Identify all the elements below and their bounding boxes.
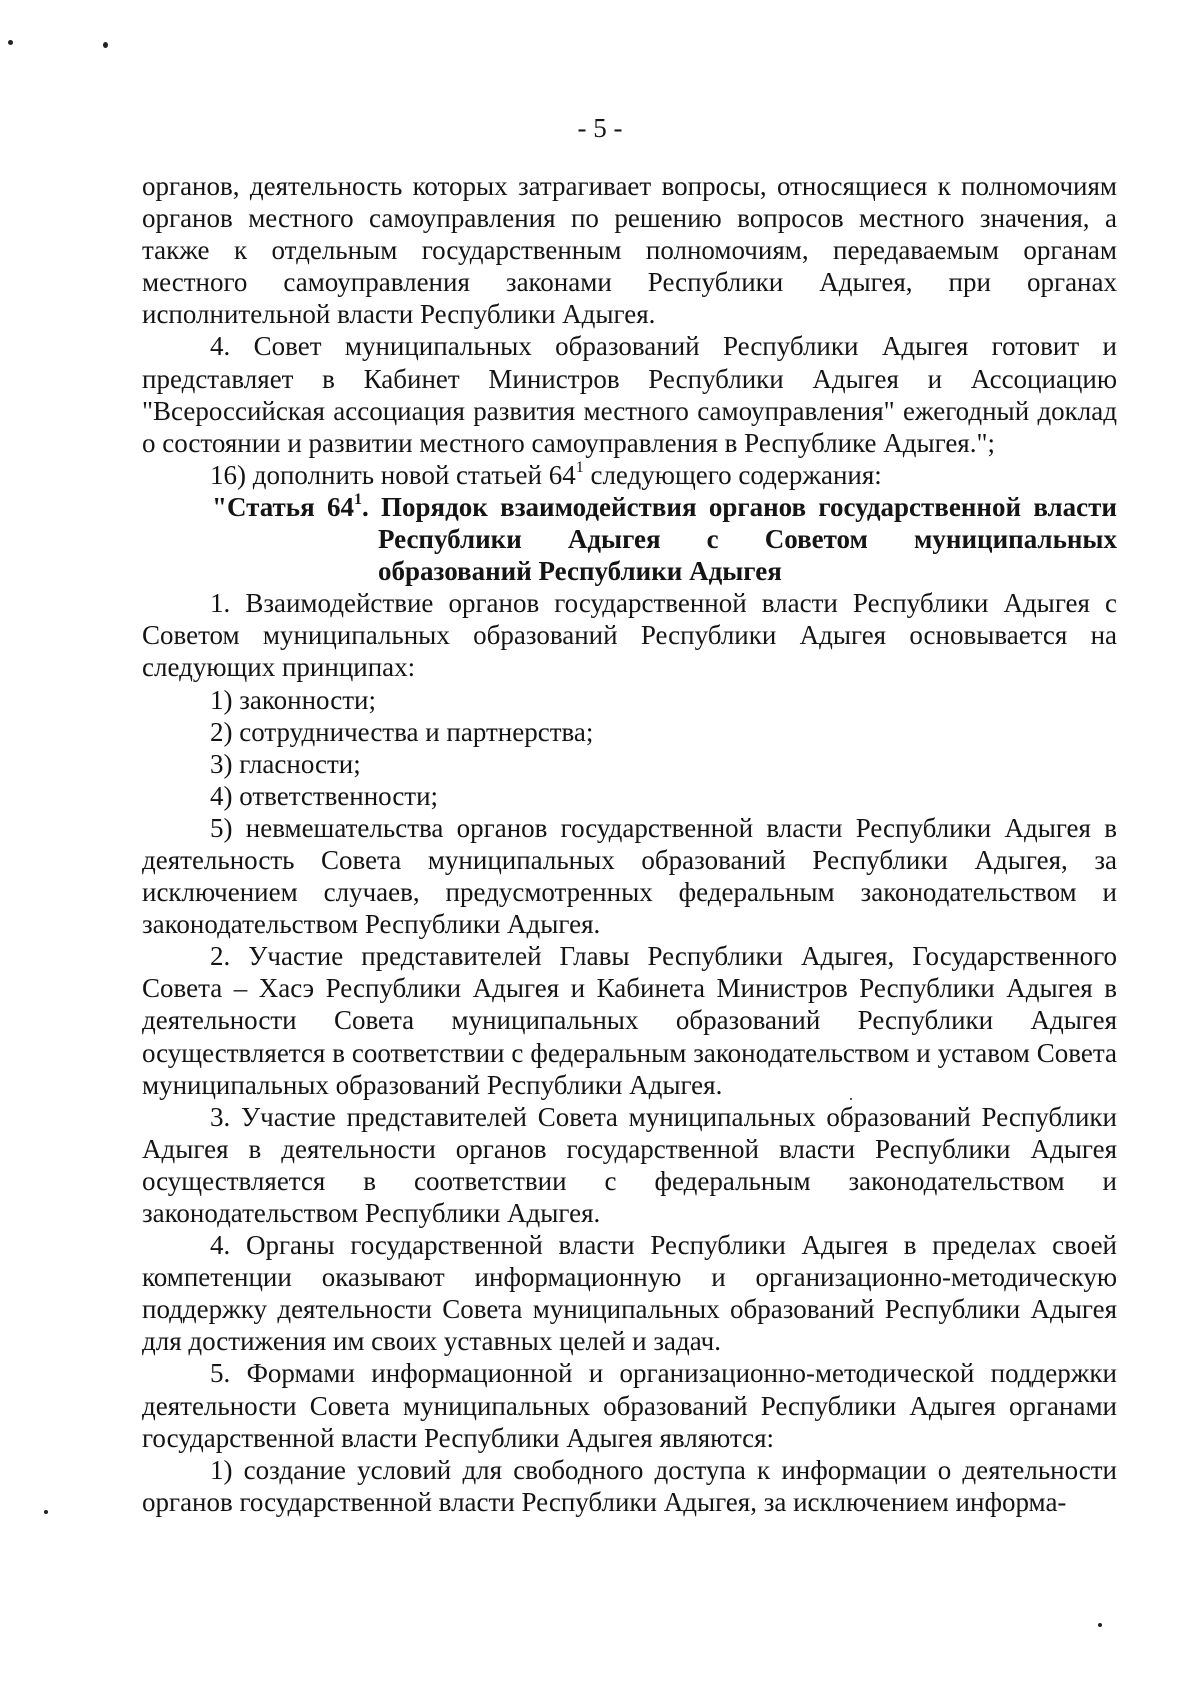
- paragraph-item-2: 2. Участие представителей Главы Республики Адыгея, Государственного Совета – Хасэ Республики Адыгея и Кабинета Министров Республики Адыгея в деятельности Совета муниципальных образований Республики Адыгея осуществляется в соответствии с федеральным законодательством и уставом Совета муниципальных образований Республики Адыгея.: [142, 941, 1117, 1100]
- page-number: - 5 -: [577, 113, 623, 143]
- list-item: 1) законности;: [210, 684, 376, 715]
- scan-speck: [8, 40, 13, 45]
- scan-speck: [103, 42, 108, 48]
- article-heading-start: "Статья 64: [212, 491, 354, 522]
- article-heading: [142, 491, 1117, 587]
- article-heading-title: . Порядок взаимодействия органов государственной власти Республики Адыгея с Советом муниципальных образований Республики Адыгея: [361, 491, 1117, 587]
- superscript: 1: [575, 458, 584, 476]
- list-item: 4) ответственности;: [210, 780, 439, 811]
- superscript: 1: [353, 490, 362, 508]
- paragraph-item-1-principles: 1. Взаимодействие органов государственной власти Республики Адыгея с Советом муниципальных образований Республики Адыгея основывается на следующих принципах:: [142, 588, 1117, 683]
- amendment-text-end: следующего содержания:: [583, 459, 882, 490]
- scan-speck: [44, 1510, 48, 1514]
- list-item: 3) гласности;: [210, 748, 361, 779]
- paragraph-item-4: 4. Органы государственной власти Республики Адыгея в пределах своей компетенции оказывают информационную и организационно-методическую поддержку деятельности Совета муниципальных образований Республики Адыгея для достижения им своих уставных целей и задач.: [142, 1230, 1117, 1357]
- document-body: [142, 170, 1117, 1518]
- paragraph-amendment-16: [142, 459, 1117, 491]
- list-item: 5) невмешательства органов государственной власти Республики Адыгея в деятельность Совета муниципальных образований Республики Адыгея, за исключением случаев, предусмотренных федеральным законодательством и законодательством Республики Адыгея.: [142, 812, 1117, 940]
- paragraph-item-3: 3. Участие представителей Совета муниципальных образований Республики Адыгея в деятельности органов государственной власти Республики Адыгея осуществляется в соответствии с федеральным законодательством и законодательством Республики Адыгея.: [142, 1101, 1117, 1228]
- amendment-text-start: 16) дополнить новой статьей 64: [210, 459, 576, 490]
- paragraph-item-5: 5. Формами информационной и организационно-методической поддержки деятельности Совета муниципальных образований Республики Адыгея органами государственной власти Республики Адыгея являются:: [142, 1358, 1117, 1453]
- paragraph-continuation: органов, деятельность которых затрагивает вопросы, относящиеся к полномочиям органов местного самоуправления по решению вопросов местного значения, а также к отдельным государственным полномочиям, передаваемым органам местного самоуправления законами Республики Адыгея, при органах исполнительной власти Республики Адыгея.: [142, 171, 1117, 330]
- paragraph-subitem-1: 1) создание условий для свободного доступа к информации о деятельности органов государственной власти Республики Адыгея, за исключением информа-: [142, 1454, 1117, 1517]
- paragraph-item-4-report: 4. Совет муниципальных образований Республики Адыгея готовит и представляет в Кабинет Министров Республики Адыгея и Ассоциацию "Всероссийская ассоциация развития местного самоуправления" ежегодный доклад о состоянии и развитии местного самоуправления в Республике Адыгея.";: [142, 331, 1117, 458]
- scan-speck: [1098, 1623, 1102, 1627]
- list-item: 2) сотрудничества и партнерства;: [210, 716, 594, 747]
